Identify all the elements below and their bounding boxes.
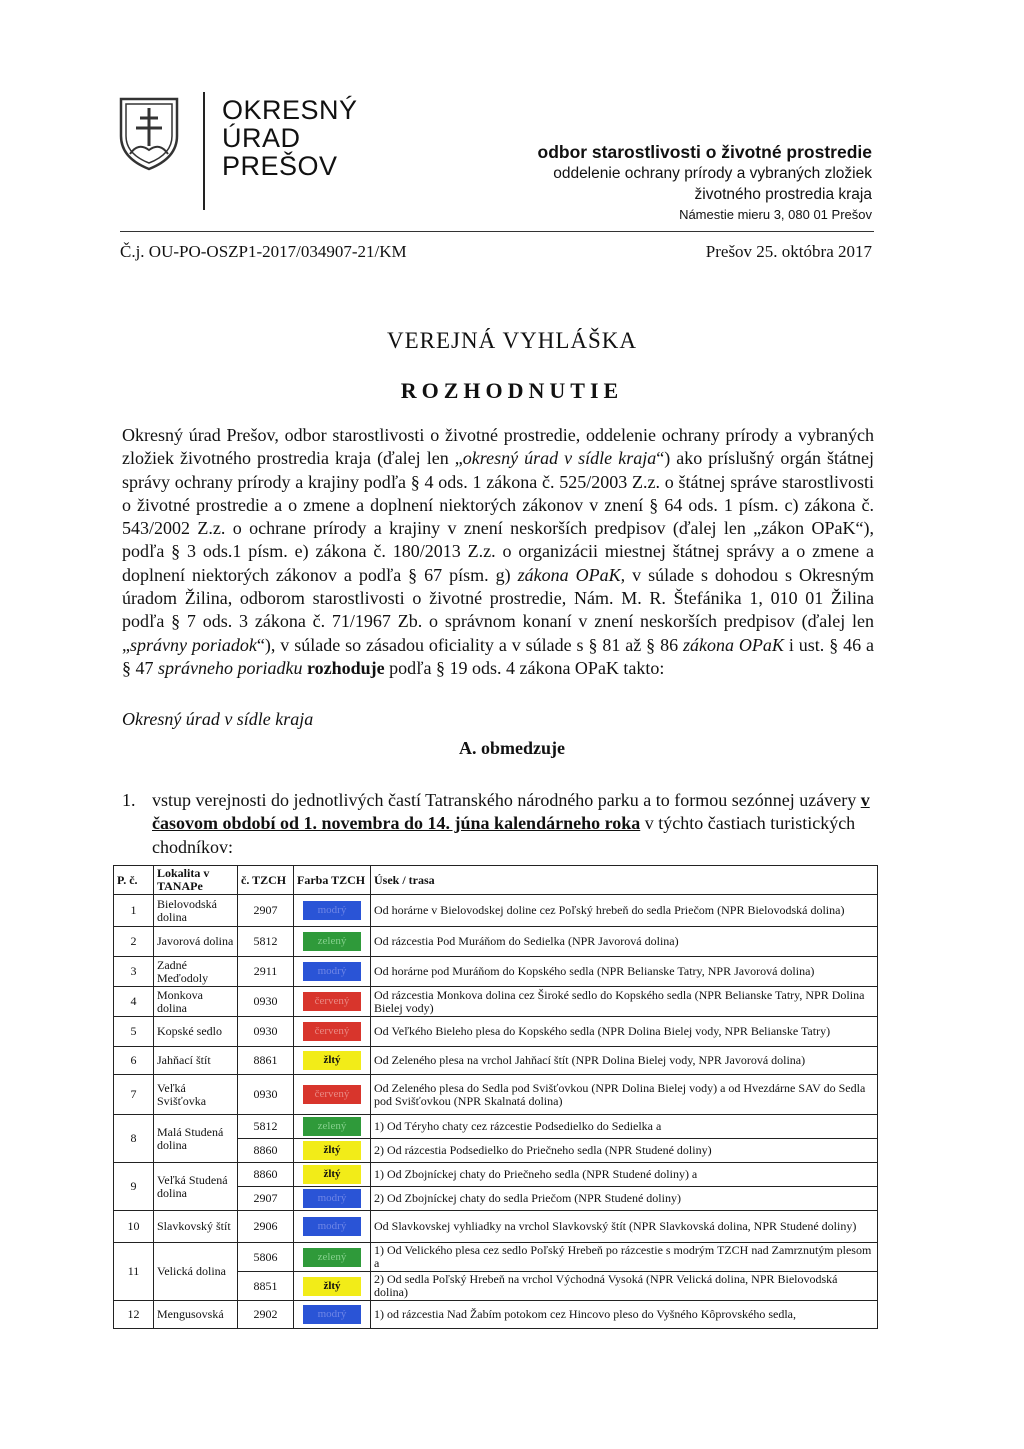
office-address: Námestie mieru 3, 080 01 Prešov [679,207,872,222]
logo-divider [203,92,205,210]
row-number: 3 [114,957,154,987]
subject-authority: Okresný úrad v sídle kraja [122,709,314,729]
row-tzch-code: 0930 [238,1075,294,1115]
row-location: Zadné Meďodoly [154,957,238,987]
row-tzch-code: 5812 [238,927,294,957]
row-location: Kopské sedlo [154,1017,238,1047]
reference-number: Č.j. OU-PO-OSZP1-2017/034907-21/KM [120,242,407,261]
row-route: 2) Od rázcestia Podsedielko do Priečneho sedla (NPR Studené doliny) [371,1139,878,1163]
trail-color-swatch: zelený [303,932,361,951]
row-route: Od horárne v Bielovodskej doline cez Poľský hrebeň do sedla Priečom (NPR Bielovodská dolina) [371,895,878,927]
row-number: 12 [114,1301,154,1329]
row-tzch-code: 0930 [238,1017,294,1047]
table-row [114,1301,878,1329]
row-location: Veľká Studená dolina [154,1163,238,1211]
office-name-line-1: OKRESNÝ [222,95,358,125]
row-route: 2) Od sedla Poľský Hrebeň na vrchol Východná Vysoká (NPR Velická dolina, NPR Bielovodská dolina) [371,1272,878,1301]
intro-italic-4: zákona OPaK [683,634,784,655]
row-trail-color [294,895,371,927]
table-row [114,1243,878,1272]
trail-color-swatch: červený [303,1085,361,1104]
row-number: 11 [114,1243,154,1301]
row-trail-color [294,1187,371,1211]
row-route: 2) Od Zbojníckej chaty do sedla Priečom (NPR Studené doliny) [371,1187,878,1211]
row-tzch-code: 8861 [238,1047,294,1075]
table-row [114,957,878,987]
trail-color-swatch: žltý [303,1141,361,1160]
row-trail-color [294,927,371,957]
row-route: Od horárne pod Muráňom do Kopského sedla (NPR Belianske Tatry, NPR Javorová dolina) [371,957,878,987]
row-route: 1) Od Zbojníckej chaty do Priečneho sedla (NPR Studené doliny) a [371,1163,878,1187]
table-row [114,895,878,927]
trail-color-swatch: zelený [303,1117,361,1136]
section-name-line-1: oddelenie ochrany prírody a vybraných zložiek [553,165,872,182]
office-name [222,96,358,180]
row-location: Bielovodská dolina [154,895,238,927]
point-1-text-b: v týchto častiach turistických chodníkov: [152,813,856,857]
header-pc: P. č. [114,866,154,895]
header-location: Lokalita v TANAPe [154,866,238,895]
row-location: Monkova dolina [154,987,238,1017]
table-body [114,895,878,1329]
department-name: odbor starostlivosti o životné prostredie [537,142,872,162]
row-tzch-code: 2907 [238,1187,294,1211]
trail-color-swatch: červený [303,1022,361,1041]
department-block [538,141,873,225]
row-number: 6 [114,1047,154,1075]
intro-italic-5: správneho poriadku [158,657,303,678]
section-a-heading: A. obmedzuje [459,738,565,758]
row-tzch-code: 8860 [238,1163,294,1187]
row-location: Veľká Svišťovka [154,1075,238,1115]
row-trail-color [294,987,371,1017]
row-trail-color [294,1272,371,1301]
table-header-row [114,866,878,895]
point-1-text [152,789,874,859]
point-1-number: 1. [122,790,136,810]
row-number: 2 [114,927,154,957]
header-color: Farba TZCH [294,866,371,895]
table-row [114,1047,878,1075]
header-route: Úsek / trasa [371,866,878,895]
row-location: Javorová dolina [154,927,238,957]
row-number: 7 [114,1075,154,1115]
office-name-line-3: PREŠOV [222,151,338,181]
intro-text-4: “), v súlade so zásadou oficiality a v súlade s § 81 až § 86 [256,634,684,655]
table-row [114,1017,878,1047]
point-1-period: v časovom období od 1. novembra do 14. júna kalendárneho roka [152,790,870,834]
intro-bold-decides: rozhoduje [302,657,385,678]
row-number: 9 [114,1163,154,1211]
row-route: Od Zeleného plesa na vrchol Jahňací štít (NPR Dolina Bielej vody, NPR Javorová dolina) [371,1047,878,1075]
row-trail-color [294,1017,371,1047]
row-tzch-code: 8860 [238,1139,294,1163]
row-trail-color [294,1139,371,1163]
trail-color-swatch: modrý [303,1217,361,1236]
trail-color-swatch: červený [303,992,361,1011]
row-number: 4 [114,987,154,1017]
row-location: Jahňací štít [154,1047,238,1075]
office-name-line-2: ÚRAD [222,123,301,153]
intro-text-3: v súlade s dohodou s Okresným úradom Žilina, odborom starostlivosti o životné prostredie, Nám. M. R. Štefánika 1, 010 01 Žilina podľa § 7 ods. 3 zákona č. 71/1967 Zb. o správnom konaní v znení neskorších predpisov (ďalej len „ [122,564,874,655]
row-route: Od Veľkého Bieleho plesa do Kopského sedla (NPR Dolina Bielej vody, NPR Belianske Tatry) [371,1017,878,1047]
row-route: 1) Od Téryho chaty cez rázcestie Podsedielko do Sedielka a [371,1115,878,1139]
place-and-date: Prešov 25. októbra 2017 [705,242,872,261]
row-route: 1) od rázcestia Nad Žabím potokom cez Hincovo pleso do Vyšného Kôprovského sedla, [371,1301,878,1329]
coat-of-arms-logo [118,96,180,172]
intro-paragraph [122,424,874,680]
point-1-text-a: vstup verejnosti do jednotlivých častí Tatranského národného parku a to formou sezónnej uzávery [152,790,861,810]
trail-color-swatch: modrý [303,1189,361,1208]
trail-closure-table [113,865,878,1329]
row-route: Od Zeleného plesa do Sedla pod Svišťovkou (NPR Dolina Bielej vody) a od Hvezdárne SAV do Sedla pod Svišťovkou (NPR Skalnatá dolina) [371,1075,878,1115]
notice-title: VEREJNÁ VYHLÁŠKA [386,328,638,353]
row-location: Mengusovská [154,1301,238,1329]
trail-color-swatch: zelený [303,1248,361,1267]
row-number: 5 [114,1017,154,1047]
intro-italic-2: zákona OPaK, [517,564,626,585]
row-tzch-code: 5812 [238,1115,294,1139]
row-tzch-code: 8851 [238,1272,294,1301]
trail-color-swatch: modrý [303,1305,361,1324]
section-name-line-2: životného prostredia kraja [694,186,872,203]
row-location: Velická dolina [154,1243,238,1301]
row-number: 8 [114,1115,154,1163]
row-tzch-code: 2902 [238,1301,294,1329]
table-row [114,1211,878,1243]
row-tzch-code: 0930 [238,987,294,1017]
intro-italic-1: okresný úrad v sídle kraja [462,448,657,469]
row-trail-color [294,1243,371,1272]
row-tzch-code: 2911 [238,957,294,987]
row-trail-color [294,1163,371,1187]
intro-text-2: “) ako príslušný orgán štátnej správy ochrany prírody a krajiny podľa § 4 ods. 1 zákona č. 525/2003 Z.z. o štátnej správe starostlivosti o životné prostredie a o zmene a doplnení niektorých zákonov v znení § 64 ods. 1 písm. c) zákona č. 543/2002 Z.z. o ochrane prírody a krajiny v znení neskorších predpisov (ďalej len „zákon OPaK“), podľa § 3 ods.1 písm. e) zákona č. 180/2013 Z.z. o organizácii miestnej štátnej správy a o zmene a doplnení niektorých zákonov a podľa § 67 písm. g) [122,448,875,585]
row-trail-color [294,1211,371,1243]
row-location: Slavkovský štít [154,1211,238,1243]
row-tzch-code: 2907 [238,895,294,927]
trail-color-swatch: žltý [303,1165,361,1184]
row-trail-color [294,957,371,987]
row-trail-color [294,1301,371,1329]
row-number: 1 [114,895,154,927]
table-row [114,1075,878,1115]
intro-text-1: Okresný úrad Prešov, odbor starostlivosti o životné prostredie, oddelenie ochrany prírody a vybraných zložiek životného prostredia kraja (ďalej len „ [122,425,874,469]
trail-color-swatch: žltý [303,1277,361,1296]
row-tzch-code: 2906 [238,1211,294,1243]
decision-title: ROZHODNUTIE [400,378,624,403]
row-route: Od Slavkovskej vyhliadky na vrchol Slavkovský štít (NPR Slavkovská dolina, NPR Studené doliny) [371,1211,878,1243]
row-trail-color [294,1047,371,1075]
intro-italic-3: správny poriadok [130,634,257,655]
row-route: Od rázcestia Pod Muráňom do Sedielka (NPR Javorová dolina) [371,927,878,957]
table-row [114,1163,878,1187]
row-tzch-code: 5806 [238,1243,294,1272]
intro-text-6: podľa § 19 ods. 4 zákona OPaK takto: [384,657,665,678]
trail-color-swatch: žltý [303,1051,361,1070]
row-number: 10 [114,1211,154,1243]
point-1 [122,789,874,859]
header-rule [120,231,874,232]
header-tzch: č. TZCH [238,866,294,895]
row-route: 1) Od Velického plesa cez sedlo Poľský Hrebeň po rázcestie s modrým TZCH nad Zamrznutým plesom a [371,1243,878,1272]
intro-text-5: i ust. § 46 a § 47 [122,634,875,678]
trail-color-swatch: modrý [303,962,361,981]
trail-color-swatch: modrý [303,901,361,920]
row-route: Od rázcestia Monkova dolina cez Široké sedlo do Kopského sedla (NPR Belianske Tatry, NPR Dolina Bielej vody) [371,987,878,1017]
row-trail-color [294,1115,371,1139]
table-row [114,987,878,1017]
table-row [114,927,878,957]
table-row [114,1115,878,1139]
row-location: Malá Studená dolina [154,1115,238,1163]
row-trail-color [294,1075,371,1115]
